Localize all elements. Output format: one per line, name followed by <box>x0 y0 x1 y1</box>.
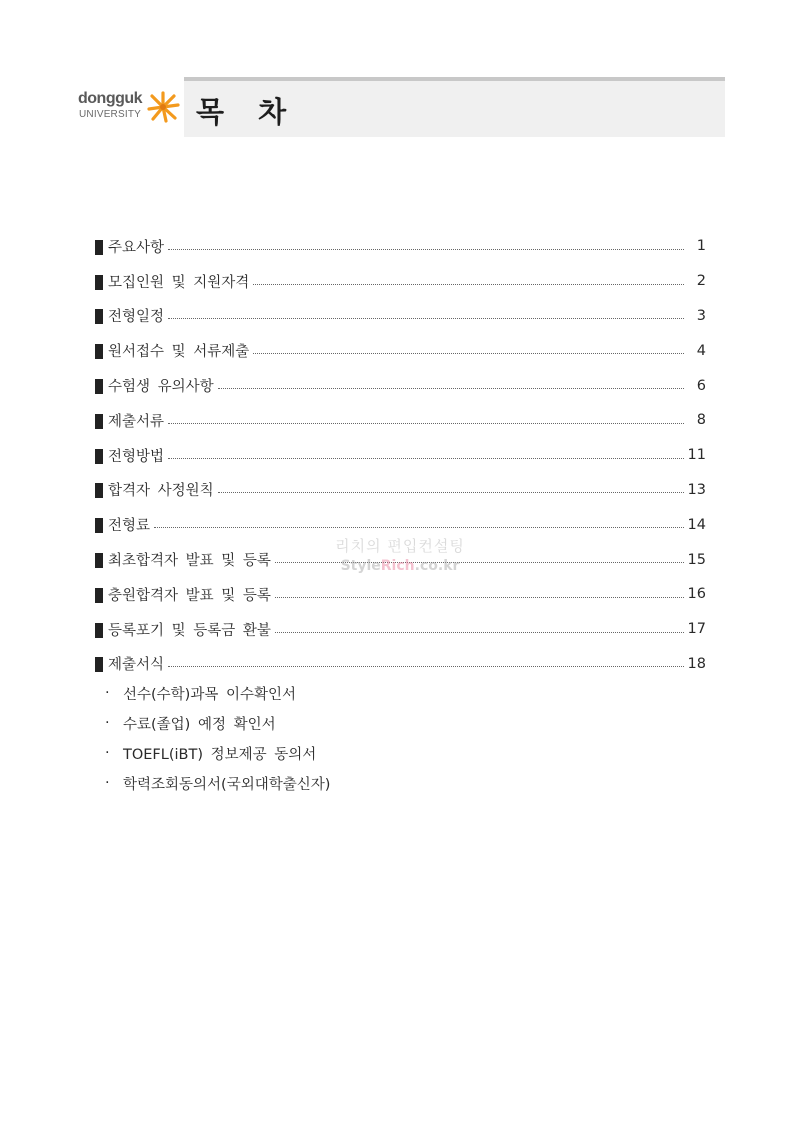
watermark-line1: 리치의 편입컨설팅 <box>335 537 465 555</box>
toc-label: 주요사항 <box>108 239 165 256</box>
square-bullet-icon <box>95 518 103 533</box>
form-item-text: TOEFL(iBT) 정보제공 동의서 <box>123 746 317 763</box>
square-bullet-icon <box>95 623 103 638</box>
watermark-rich: Rich <box>380 558 415 574</box>
toc-row[interactable] <box>95 333 706 368</box>
dot-leader <box>168 423 684 424</box>
toc-page: 17 <box>687 621 706 638</box>
watermark-line2 <box>325 558 475 574</box>
toc-page: 1 <box>696 238 706 255</box>
middle-dot-bullet: · <box>105 775 110 791</box>
toc-row[interactable] <box>95 577 706 612</box>
toc-page: 16 <box>687 586 706 603</box>
toc-label: 제출서식 <box>108 657 165 674</box>
dot-leader <box>253 353 684 354</box>
form-list-item[interactable] <box>105 708 330 738</box>
toc-page: 6 <box>696 377 706 394</box>
toc-label: 등록포기 및 등록금 환불 <box>108 622 271 639</box>
dot-leader <box>275 632 684 633</box>
toc-label: 원서접수 및 서류제출 <box>108 344 250 361</box>
toc-row[interactable] <box>95 473 706 508</box>
logo-name: dongguk <box>78 90 143 107</box>
table-of-contents <box>95 229 706 681</box>
toc-page: 15 <box>687 551 706 568</box>
toc-row[interactable] <box>95 368 706 403</box>
toc-page: 2 <box>696 273 706 290</box>
toc-row[interactable] <box>95 229 706 264</box>
form-item-text: 학력조회동의서(국외대학출신자) <box>123 776 331 793</box>
dongguk-university-logo <box>78 90 182 126</box>
toc-page: 14 <box>687 516 706 533</box>
square-bullet-icon <box>95 449 103 464</box>
toc-page: 13 <box>687 481 706 498</box>
dot-leader <box>218 492 684 493</box>
square-bullet-icon <box>95 414 103 429</box>
middle-dot-bullet: · <box>105 685 110 701</box>
square-bullet-icon <box>95 588 103 603</box>
logo-subtitle: UNIVERSITY <box>79 109 142 120</box>
toc-row[interactable] <box>95 438 706 473</box>
square-bullet-icon <box>95 240 103 255</box>
dot-leader <box>218 388 684 389</box>
dot-leader <box>168 666 684 667</box>
form-list-item[interactable] <box>105 768 330 798</box>
watermark-domain: .co.kr <box>414 558 460 574</box>
form-list-item[interactable] <box>105 678 330 708</box>
square-bullet-icon <box>95 379 103 394</box>
dot-leader <box>275 597 684 598</box>
form-item-text: 수료(졸업) 예정 확인서 <box>123 716 276 733</box>
toc-label: 충원합격자 발표 및 등록 <box>108 587 271 604</box>
toc-row[interactable] <box>95 612 706 647</box>
toc-label: 제출서류 <box>108 413 165 430</box>
toc-label: 합격자 사정원칙 <box>108 483 214 500</box>
toc-label: 전형료 <box>108 518 151 535</box>
toc-row[interactable] <box>95 403 706 438</box>
square-bullet-icon <box>95 657 103 672</box>
form-list-item[interactable] <box>105 738 330 768</box>
dot-leader <box>168 318 684 319</box>
toc-label: 전형방법 <box>108 448 165 465</box>
dot-leader <box>168 458 684 459</box>
toc-label: 수험생 유의사항 <box>108 379 214 396</box>
form-list <box>105 678 330 798</box>
dot-leader <box>154 527 684 528</box>
toc-label: 모집인원 및 지원자격 <box>108 274 250 291</box>
page-title: 목 차 <box>196 95 299 129</box>
lotus-emblem-icon <box>145 90 181 124</box>
middle-dot-bullet: · <box>105 715 110 731</box>
dot-leader <box>168 249 684 250</box>
toc-page: 18 <box>687 655 706 672</box>
toc-row[interactable] <box>95 264 706 299</box>
middle-dot-bullet: · <box>105 745 110 761</box>
toc-page: 11 <box>687 447 706 464</box>
toc-label: 최초합격자 발표 및 등록 <box>108 553 271 570</box>
toc-label: 전형일정 <box>108 309 165 326</box>
title-bar <box>184 77 725 137</box>
square-bullet-icon <box>95 483 103 498</box>
square-bullet-icon <box>95 309 103 324</box>
toc-page: 8 <box>696 412 706 429</box>
toc-row[interactable] <box>95 299 706 334</box>
square-bullet-icon <box>95 275 103 290</box>
toc-page: 3 <box>696 307 706 324</box>
watermark-style: Style <box>340 558 381 574</box>
form-item-text: 선수(수학)과목 이수확인서 <box>123 686 296 703</box>
watermark <box>325 535 475 574</box>
toc-page: 4 <box>696 342 706 359</box>
toc-row[interactable] <box>95 647 706 682</box>
square-bullet-icon <box>95 344 103 359</box>
square-bullet-icon <box>95 553 103 568</box>
dot-leader <box>253 284 684 285</box>
